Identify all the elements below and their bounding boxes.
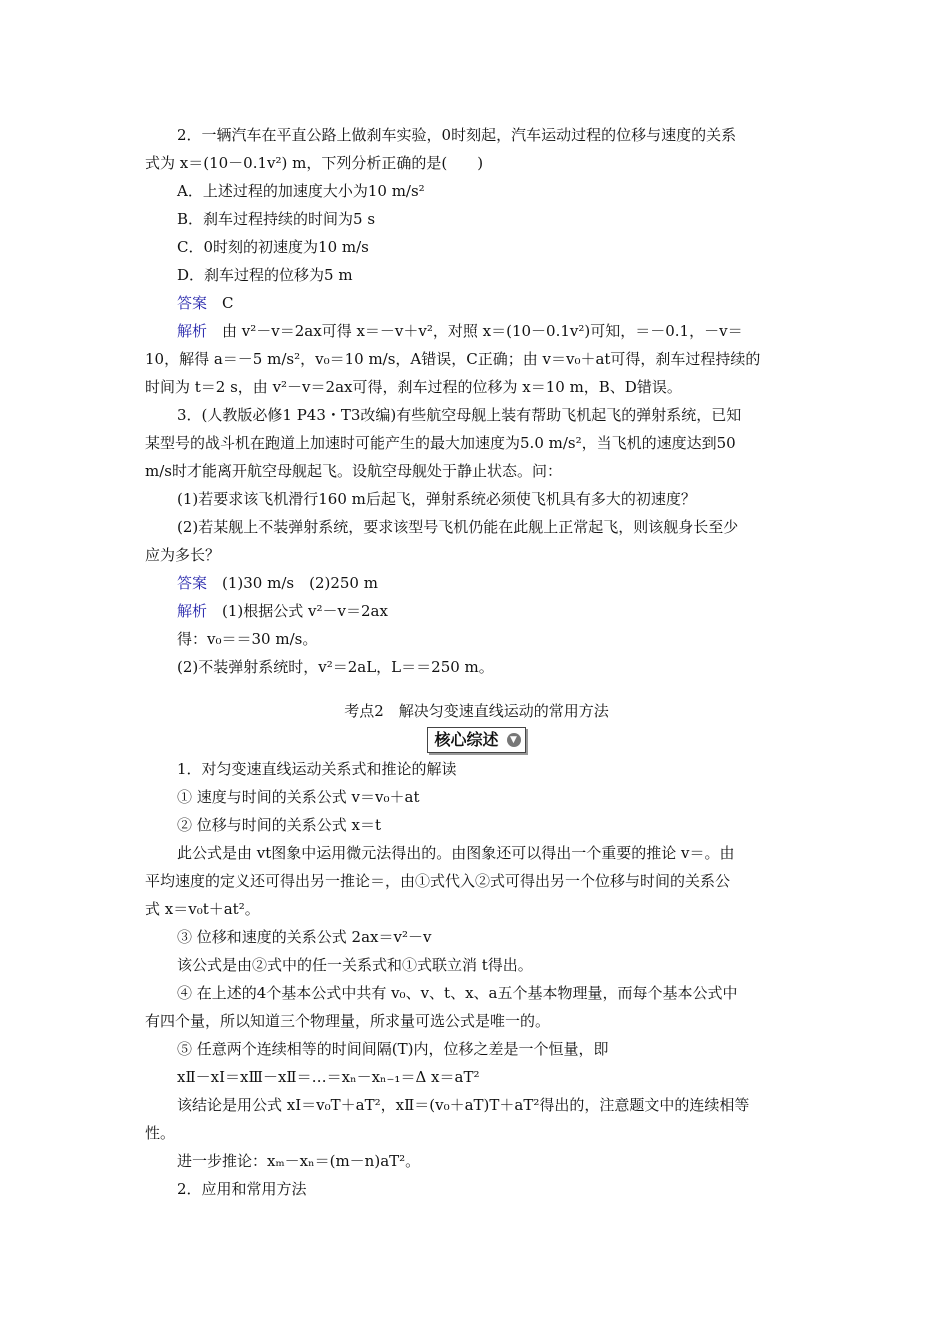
formula-displacement-time: ② 位移与时间的关系公式 x＝t xyxy=(177,816,382,834)
q2-answer xyxy=(145,289,808,317)
item5-formula: xⅡ－xⅠ＝xⅢ－xⅡ＝…＝xₙ－xₙ₋₁＝Δ x＝aT² xyxy=(177,1068,480,1086)
core-summary-badge xyxy=(427,727,525,753)
q2-option-d: D．刹车过程的位移为5 m xyxy=(177,266,353,284)
core-summary-badge-label: 核心综述 xyxy=(434,730,499,749)
q3-answer-text: (1)30 m/s (2)250 m xyxy=(207,574,378,592)
q3-sub1: (1)若要求该飞机滑行160 m后起飞，弹射系统必须使飞机具有多大的初速度？ xyxy=(177,490,696,508)
section-item2: 2．应用和常用方法 xyxy=(177,1180,307,1198)
para1-line3: 式 x＝v₀t＋at²。 xyxy=(145,900,260,918)
further-inference: 进一步推论：xₘ－xₙ＝(m－n)aT²。 xyxy=(177,1152,421,1170)
q2-stem-line1: 2．一辆汽车在平直公路上做刹车实验，0时刻起，汽车运动过程的位移与速度的关系 xyxy=(177,126,737,144)
q3-analysis-label: 解析 xyxy=(177,602,208,620)
q2-answer-text: C xyxy=(207,294,234,312)
item5-note-line1: 该结论是用公式 xⅠ＝v₀T＋aT²，xⅡ＝(v₀＋aT)T＋aT²得出的，注意题文中的连续相等 xyxy=(177,1096,750,1114)
q2-option-a: A．上述过程的加速度大小为10 m/s² xyxy=(177,182,425,200)
para1-line2: 平均速度的定义还可得出另一推论＝，由①式代入②式可得出另一个位移与时间的关系公 xyxy=(145,872,731,890)
item5-note-line2: 性。 xyxy=(145,1124,176,1142)
formula-3-note: 该公式是由②式中的任一关系式和①式联立消 t得出。 xyxy=(177,956,533,974)
q3-analysis-line2: 得：v₀＝＝30 m/s。 xyxy=(177,630,318,648)
item4-line1: ④ 在上述的4个基本公式中共有 v₀、v、t、x、a五个基本物理量，而每个基本公式中 xyxy=(177,984,738,1002)
q3-sub2-line1: (2)若某舰上不装弹射系统，要求该型号飞机仍能在此舰上正常起飞，则该舰身长至少 xyxy=(177,518,739,536)
q2-analysis-text: 由 v²－v＝2ax可得 x＝－v＋v²，对照 x＝(10－0.1v²)可知，＝－0.1，－v＝ xyxy=(207,322,743,340)
para1-line1: 此公式是由 vt图象中运用微元法得出的。由图象还可以得出一个重要的推论 v＝。由 xyxy=(177,844,735,862)
q3-stem-line2: 某型号的战斗机在跑道上加速时可能产生的最大加速度为5.0 m/s²，当飞机的速度达到50 xyxy=(145,434,736,452)
q3-answer xyxy=(145,569,808,597)
formula-displacement-velocity: ③ 位移和速度的关系公式 2ax＝v²－v xyxy=(177,928,432,946)
q3-sub2-line2: 应为多长？ xyxy=(145,546,221,564)
q3-answer-label: 答案 xyxy=(177,574,208,592)
q2-stem-line2: 式为 x＝(10－0.1v²) m，下列分析正确的是( ) xyxy=(145,154,484,172)
q2-option-b: B．刹车过程持续的时间为5 s xyxy=(177,210,376,228)
q3-analysis xyxy=(145,597,808,625)
q3-analysis-text: (1)根据公式 v²－v＝2ax xyxy=(207,602,388,620)
q2-answer-label: 答案 xyxy=(177,294,208,312)
chevron-down-icon: ▼ xyxy=(507,733,521,747)
item4-line2: 有四个量，所以知道三个物理量，所求量可选公式是唯一的。 xyxy=(145,1012,551,1030)
q2-analysis-line2: 10，解得 a＝－5 m/s²，v₀＝10 m/s，A错误，C正确；由 v＝v₀＋at可得，刹车过程持续的 xyxy=(145,350,761,368)
item5-line: ⑤ 任意两个连续相等的时间间隔(T)内，位移之差是一个恒量，即 xyxy=(177,1040,609,1058)
section-item1: 1．对匀变速直线运动关系式和推论的解读 xyxy=(177,760,457,778)
core-summary-badge-wrap xyxy=(145,727,808,755)
q3-stem-line1: 3．(人教版必修1 P43・T3改编)有些航空母舰上装有帮助飞机起飞的弹射系统，已知 xyxy=(177,406,742,424)
formula-velocity-time: ① 速度与时间的关系公式 v＝v₀＋at xyxy=(177,788,420,806)
q3-stem-line3: m/s时才能离开航空母舰起飞。设航空母舰处于静止状态。问： xyxy=(145,462,562,480)
q3-analysis-line3: (2)不装弹射系统时，v²＝2aL，L＝＝250 m。 xyxy=(177,658,494,676)
section-title: 考点2 解决匀变速直线运动的常用方法 xyxy=(344,702,609,720)
q2-analysis-line1 xyxy=(145,317,808,345)
q2-analysis-line3: 时间为 t＝2 s，由 v²－v＝2ax可得，刹车过程的位移为 x＝10 m，B、D错误。 xyxy=(145,378,682,396)
q2-option-c: C．0时刻的初速度为10 m/s xyxy=(177,238,369,256)
document-content xyxy=(145,121,808,1203)
q2-analysis-label: 解析 xyxy=(177,322,208,340)
